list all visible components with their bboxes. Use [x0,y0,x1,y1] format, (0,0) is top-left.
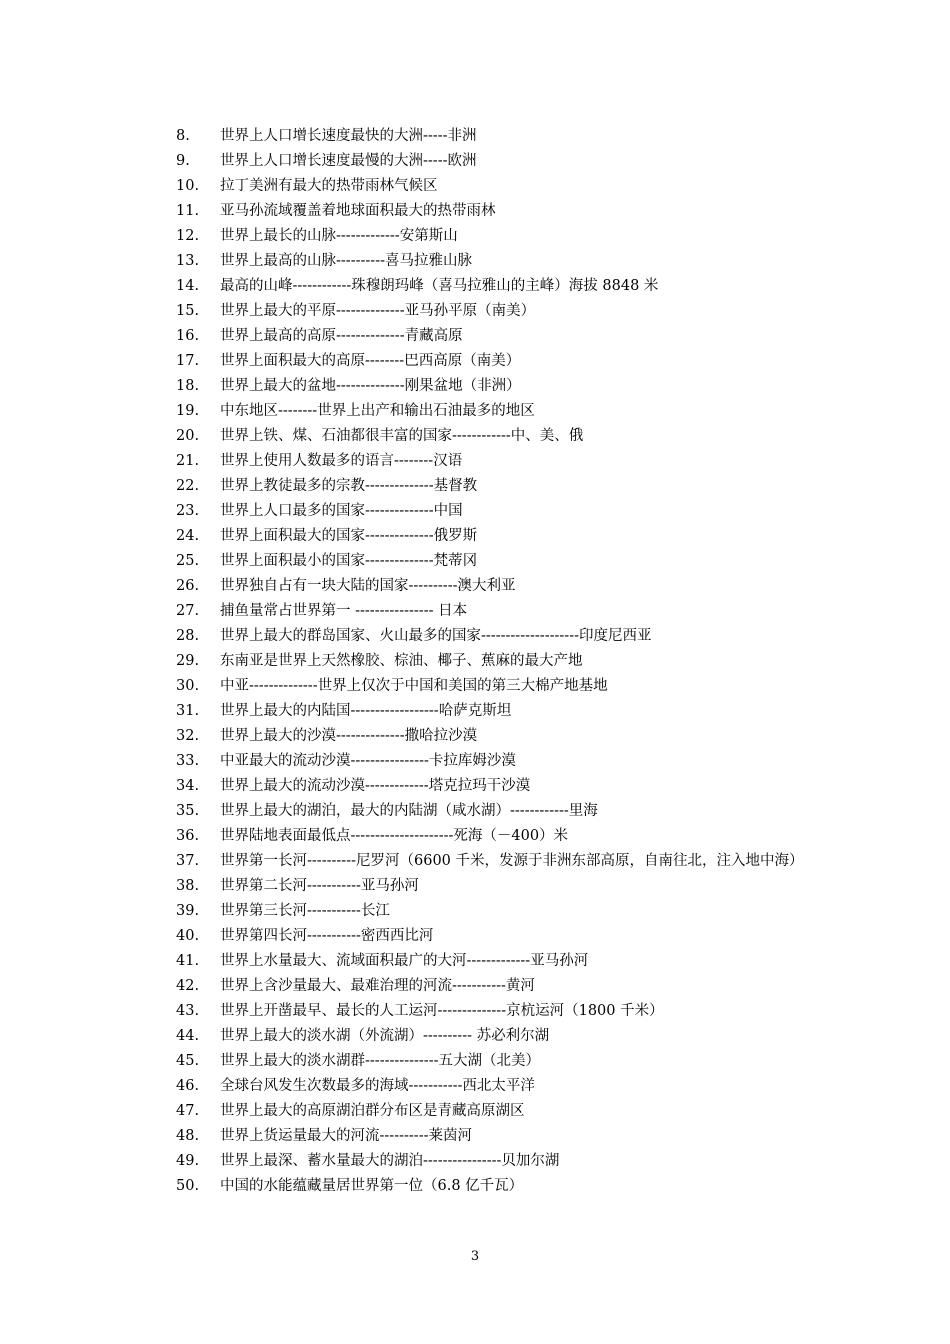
item-number: 10. [176,178,200,194]
list-item [176,324,816,349]
item-number: 44. [176,1028,200,1044]
list-item [176,149,816,174]
item-text: 世界上最大的盆地--------------刚果盆地（非洲） [220,378,521,394]
item-text: 世界上最大的平原--------------亚马孙平原（南美） [220,303,536,319]
item-number: 45. [176,1053,200,1069]
list-item [176,1174,816,1199]
list-item [176,424,816,449]
list-item [176,974,816,999]
fact-list [176,124,816,1199]
item-text: 世界上最大的沙漠--------------撒哈拉沙漠 [220,728,478,744]
list-item [176,449,816,474]
item-text: 东南亚是世界上天然橡胶、棕油、椰子、蕉麻的最大产地 [220,653,583,669]
item-number: 13. [176,253,200,269]
list-item [176,399,816,424]
item-text: 中国的水能蕴藏量居世界第一位（6.8 亿千瓦） [220,1178,524,1194]
list-item [176,549,816,574]
list-item [176,1149,816,1174]
item-number: 16. [176,328,200,344]
item-text: 世界上水量最大、流域面积最广的大河-------------亚马孙河 [220,953,589,969]
item-number: 34. [176,778,200,794]
list-item [176,374,816,399]
item-number: 21. [176,453,200,469]
item-text: 世界上最大的淡水湖（外流湖）---------- 苏必利尔湖 [220,1028,550,1044]
item-number: 42. [176,978,200,994]
list-item [176,899,816,924]
item-text: 世界上人口增长速度最快的大洲-----非洲 [220,128,477,144]
item-text: 世界上铁、煤、石油都很丰富的国家------------中、美、俄 [220,428,584,444]
item-text: 世界上含沙量最大、最难治理的河流-----------黄河 [220,978,535,994]
list-item [176,249,816,274]
item-text: 世界上面积最大的国家--------------俄罗斯 [220,528,478,544]
item-text: 世界上面积最大的高原--------巴西高原（南美） [220,353,521,369]
item-number: 49. [176,1153,200,1169]
item-text: 世界第三长河-----------长江 [220,903,390,919]
item-text: 世界上最深、蓄水量最大的湖泊----------------贝加尔湖 [220,1153,560,1169]
item-text: 世界上面积最小的国家--------------梵蒂冈 [220,553,478,569]
item-text: 捕鱼量常占世界第一 ---------------- 日本 [220,603,468,619]
item-number: 28. [176,628,200,644]
list-item [176,274,816,299]
item-number: 25. [176,553,200,569]
list-item [176,1049,816,1074]
item-text: 世界上最大的群岛国家、火山最多的国家--------------------印度尼西亚 [220,628,652,644]
item-number: 20. [176,428,200,444]
list-item [176,1024,816,1049]
item-number: 18. [176,378,200,394]
item-number: 32. [176,728,200,744]
item-number: 11. [176,203,200,219]
item-number: 37. [176,853,200,869]
list-item [176,174,816,199]
item-number: 23. [176,503,200,519]
list-item [176,349,816,374]
item-number: 48. [176,1128,200,1144]
item-text: 世界上教徒最多的宗教--------------基督教 [220,478,478,494]
item-text: 世界上最大的流动沙漠-------------塔克拉玛干沙漠 [220,778,531,794]
item-number: 50. [176,1178,200,1194]
item-text: 世界上人口增长速度最慢的大洲-----欧洲 [220,153,477,169]
list-item [176,949,816,974]
item-number: 9. [176,153,190,169]
item-text: 世界上开凿最早、最长的人工运河--------------京杭运河（1800 千米） [220,1003,664,1019]
list-item [176,674,816,699]
item-text: 世界上最大的内陆国------------------哈萨克斯坦 [220,703,512,719]
item-text: 中东地区--------世界上出产和输出石油最多的地区 [220,403,535,419]
list-item [176,599,816,624]
item-text: 全球台风发生次数最多的海域-----------西北太平洋 [220,1078,535,1094]
list-item [176,649,816,674]
list-item [176,524,816,549]
item-number: 24. [176,528,200,544]
list-item [176,1099,816,1124]
item-text: 世界上使用人数最多的语言--------汉语 [220,453,463,469]
list-item [176,499,816,524]
item-number: 12. [176,228,200,244]
list-item [176,999,816,1024]
item-number: 31. [176,703,200,719]
item-number: 47. [176,1103,200,1119]
list-item [176,699,816,724]
item-number: 46. [176,1078,200,1094]
item-number: 29. [176,653,200,669]
list-item [176,624,816,649]
item-text: 世界独自占有一块大陆的国家----------澳大利亚 [220,578,516,594]
list-item [176,749,816,774]
list-item [176,849,816,874]
item-number: 40. [176,928,200,944]
item-number: 35. [176,803,200,819]
item-number: 26. [176,578,200,594]
item-number: 41. [176,953,200,969]
list-item [176,924,816,949]
item-text: 世界上人口最多的国家--------------中国 [220,503,463,519]
item-text: 世界上最大的湖泊，最大的内陆湖（咸水湖）------------里海 [220,803,598,819]
item-text: 世界陆地表面最低点---------------------死海（－400）米 [220,828,569,844]
item-text: 世界上货运量最大的河流----------莱茵河 [220,1128,472,1144]
item-text: 世界上最大的高原湖泊群分布区是青藏高原湖区 [220,1103,525,1119]
item-number: 43. [176,1003,200,1019]
list-item [176,724,816,749]
item-text: 世界上最长的山脉-------------安第斯山 [220,228,458,244]
item-number: 33. [176,753,200,769]
list-item [176,299,816,324]
item-number: 8. [176,128,190,144]
item-text: 世界上最高的山脉----------喜马拉雅山脉 [220,253,472,269]
item-text: 中亚--------------世界上仅次于中国和美国的第三大棉产地基地 [220,678,608,694]
item-text: 世界第四长河-----------密西西比河 [220,928,434,944]
list-item [176,1074,816,1099]
list-item [176,124,816,149]
item-text: 世界第一长河----------尼罗河（6600 千米，发源于非洲东部高原，自南往北，注入地中海） [220,853,804,869]
item-number: 38. [176,878,200,894]
item-number: 30. [176,678,200,694]
list-item [176,574,816,599]
item-text: 最高的山峰------------珠穆朗玛峰（喜马拉雅山的主峰）海拔 8848 米 [220,278,659,294]
item-number: 27. [176,603,200,619]
item-number: 36. [176,828,200,844]
item-text: 世界第二长河-----------亚马孙河 [220,878,419,894]
list-item [176,874,816,899]
item-number: 17. [176,353,200,369]
item-number: 15. [176,303,200,319]
list-item [176,799,816,824]
item-text: 世界上最高的高原--------------青藏高原 [220,328,463,344]
item-text: 拉丁美洲有最大的热带雨林气候区 [220,178,438,194]
list-item [176,824,816,849]
list-item [176,224,816,249]
item-number: 22. [176,478,200,494]
list-item [176,199,816,224]
item-number: 14. [176,278,200,294]
item-text: 亚马孙流域覆盖着地球面积最大的热带雨林 [220,203,496,219]
list-item [176,1124,816,1149]
page-number: 3 [470,1249,480,1264]
list-item [176,774,816,799]
list-item [176,474,816,499]
item-number: 39. [176,903,200,919]
item-text: 世界上最大的淡水湖群---------------五大湖（北美） [220,1053,540,1069]
item-number: 19. [176,403,200,419]
item-text: 中亚最大的流动沙漠----------------卡拉库姆沙漠 [220,753,516,769]
